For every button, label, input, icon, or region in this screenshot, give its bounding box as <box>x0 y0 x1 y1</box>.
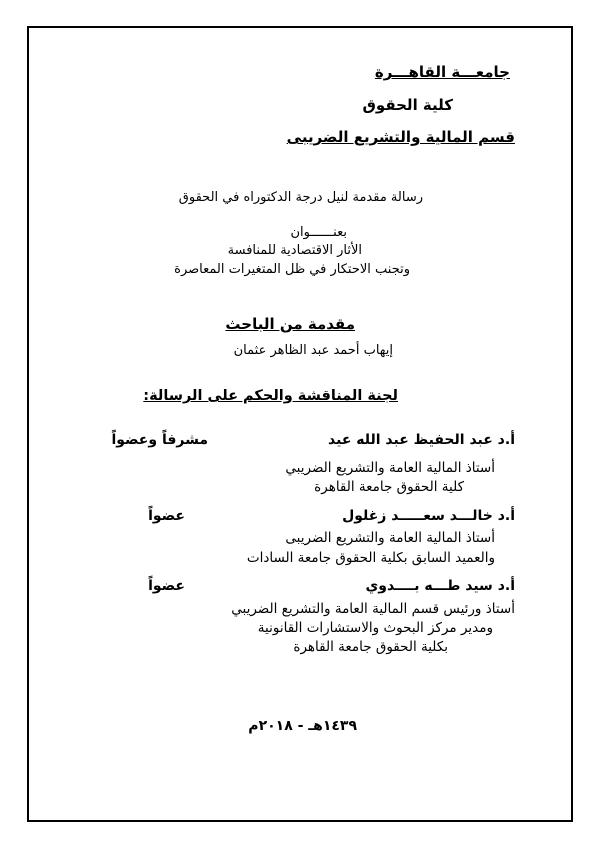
thesis-title-line2: وتجنب الاحتكار في ظل المتغيرات المعاصرة <box>174 262 410 277</box>
member-role: عضواً <box>148 578 185 594</box>
researcher-name: إيهاب أحمد عبد الظاهر عثمان <box>233 343 393 358</box>
member-role: عضواً <box>148 508 185 524</box>
member-affiliation-line: بكلية الحقوق جامعة القاهرة <box>293 639 448 655</box>
department-name: قسم المالية والتشريع الضريبى <box>286 128 515 146</box>
member-title-line: أستاذ المالية العامة والتشريع الضريبى <box>285 530 495 546</box>
university-name: جامعـــة القاهـــرة <box>374 63 510 81</box>
member-name: أ.د خالـــد سعـــــد زغلول <box>342 508 515 524</box>
committee-heading: لجنة المناقشة والحكم على الرسالة: <box>143 388 398 404</box>
member-name: أ.د سيد طـــه بــــدوي <box>365 578 515 594</box>
member-role: مشرفاً وعضواً <box>111 432 208 448</box>
faculty-name: كلية الحقوق <box>362 96 453 114</box>
member-title-line: أستاذ المالية العامة والتشريع الضريبي <box>285 460 495 476</box>
member-affiliation-line: كلية الحقوق جامعة القاهرة <box>314 479 464 495</box>
document-date: ١٤٣٩هـ - ٢٠١٨م <box>248 718 357 734</box>
researcher-label: مقدمة من الباحث <box>225 315 355 333</box>
member-affiliation-line: والعميد السابق بكلية الحقوق جامعة السادات <box>246 550 495 566</box>
title-label: بعنــــــوان <box>290 225 347 240</box>
member-title-line: أستاذ ورئيس قسم المالية العامة والتشريع الضريبي <box>231 601 515 617</box>
thesis-purpose: رسالة مقدمة لنيل درجة الدكتوراه في الحقوق <box>178 190 423 205</box>
member-affiliation-line: ومدير مركز البحوث والاستشارات القانونية <box>257 620 493 636</box>
thesis-title-line1: الأثار الاقتصادية للمنافسة <box>227 243 362 258</box>
member-name: أ.د عبد الحفيظ عبد الله عيد <box>328 432 515 448</box>
